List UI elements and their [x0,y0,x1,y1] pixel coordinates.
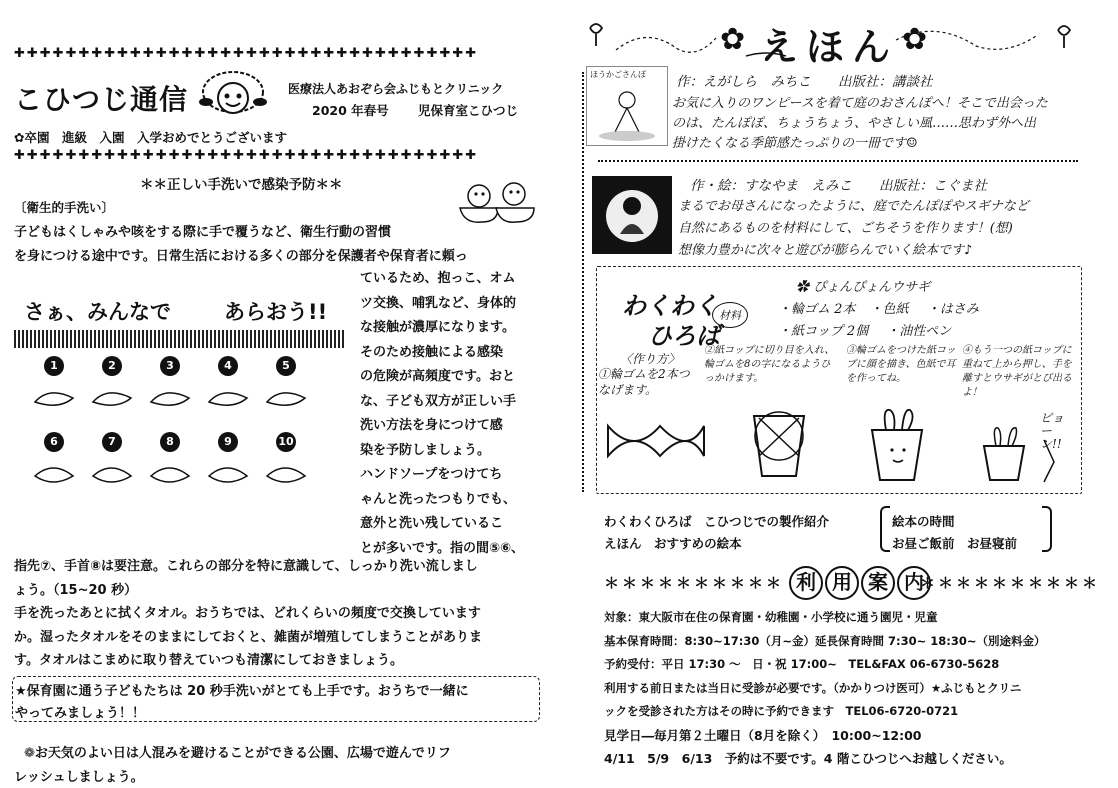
materials-list [778,298,979,317]
chicks-illustration-icon [454,178,540,226]
paragraph-line: のは、たんぽぽ、ちょうちょう、やさしい風……思わず外へ出 [672,116,1037,131]
bracket-right [1042,506,1052,552]
paragraph-line: 洗い方法を身につけて感 [360,418,503,433]
tip-line: レッシュしましょう。 [14,770,144,785]
pyon-label: ピョーン!! [1040,411,1065,451]
flower-icon: ✿ [14,130,25,145]
clover-icon: ✿ [902,22,928,57]
paragraph-line: 手を洗ったあとに拭くタオル。おうちでは、どれくらいの頻度で交換しています [14,606,481,621]
full-width-paragraph [14,555,549,673]
sheep-mascot-icon [198,68,268,124]
info-left-2: えほん おすすめの絵本 [604,536,742,551]
paragraph-line: ゃんと洗ったつもりでも、 [360,491,517,507]
craft-illustrations [604,406,1074,486]
decorative-cross-border-bottom: ✚✚✚✚✚✚✚✚✚✚✚✚✚✚✚✚✚✚✚✚✚✚✚✚✚✚✚✚✚✚✚✚✚✚✚✚ [14,148,479,163]
washing-hands-icon [261,380,311,414]
rubber-band-icon [608,426,704,456]
material-item: ・色紙 [869,302,909,317]
hand-step: 6 [28,430,80,494]
paragraph-line: 自然にあるものを材料にして、ごちそうを作ります！(想) [678,221,1013,236]
craft-project-name: ✿ ぴょんぴょんウサギ [796,280,931,295]
box-line: やってみましょう！！ [15,706,146,721]
howto-label: 〈作り方〉 [620,352,681,366]
decorative-cross-border-top: ✚✚✚✚✚✚✚✚✚✚✚✚✚✚✚✚✚✚✚✚✚✚✚✚✚✚✚✚✚✚✚✚✚✚✚✚ [14,46,479,61]
box-line: ★保育園に通う子どもたちは 20 秒手洗いがとても上手です。おうちで一緒に [15,684,469,699]
washing-hands-icon [145,380,195,414]
step-4: ④もう一つの紙コップに重ねて上から押し、手を離すとウサギがとび出るよ！ [962,345,1072,398]
divider [598,160,1078,162]
hand-step: 8 [144,430,196,494]
paragraph-line: か。湿ったタオルをそのままにしておくと、雑菌が増殖してしまうことがありま [14,629,483,645]
paragraph-line: とが多いです。指の間⑤⑥、 [360,540,524,556]
hand-step: 5 [260,354,312,418]
hand-step: 10 [260,430,312,494]
info-right-2: お昼ご飯前 お昼寝前 [892,536,1018,551]
craft-title: わくわく [622,291,718,320]
stars-left: ＊＊＊＊＊＊＊＊＊＊ [604,574,785,592]
paragraph-line: 指先⑦、手首⑧は要注意。これらの部分を特に意識して、しっかり洗い流しまし [14,559,478,574]
washing-hands-icon [29,456,79,490]
washing-hands-icon [87,380,137,414]
paragraph-line: な、子ども双方が正しい手 [360,393,517,409]
paragraph-line: 掛けたくなる季節感たっぷりの一冊です☺ [672,136,918,151]
paragraph-line: お気に入りのワンピースを着て庭のおさんぽへ！そこで出会った [672,96,1048,111]
article-headline: ＊＊正しい手洗いで感染予防＊＊ [140,177,343,193]
girl-illustration-icon [587,82,667,142]
guide-heading [788,566,932,600]
clinic-name: 医療法人あおぞら会ふじもとクリニック [288,82,504,96]
guide-char: 用 [825,566,859,600]
book2-meta: 作・絵：すなやま えみこ 出版社：こぐま社 [690,178,987,194]
paragraph-line: 想像力豊かに次々と遊びが膨らんでいく絵本です♪ [678,243,973,258]
paragraph-line: ょう。（15~20 秒） [14,582,138,598]
ehon-left-border [582,72,584,492]
paragraph-line: な接触が濃厚になります。 [360,320,515,335]
step-3: ③輪ゴムをつけた紙コップに顔を描き、色紙で耳を作ってね。 [846,345,956,384]
nursery-name: 児保育室こひつじ [418,103,519,118]
book-cover-title: ほうかごさんぽ [590,70,646,79]
info-right-1: 絵本の時間 [892,514,955,529]
guide-char: 利 [789,566,823,600]
hand-step: 1 [28,354,80,418]
highlight-box [12,676,540,722]
side-column-text [360,267,550,561]
paragraph-line: 意外と洗い残しているこ [360,516,504,531]
hand-step: 7 [86,430,138,494]
paragraph-line: ているため、抱っこ、オム [360,271,516,286]
paragraph-line: まるでお母さんになったように、庭でたんぽぽやスギナなど [678,199,1029,214]
washing-hands-icon [29,380,79,414]
guide-line: 見学日―毎月第２土曜日（8月を除く） 10:00~12:00 [604,727,922,743]
poster-steps-bottom [28,430,312,494]
paragraph-line: そのため接触による感染 [360,344,504,360]
book2-description [678,196,1029,262]
material-item: ・輪ゴム 2本 [778,302,856,317]
paper-cup-icon [754,412,804,476]
guide-line: 基本保育時間：8:30~17:30（月~金）延長保育時間 7:30~ 18:30~（別途料金） [604,633,1046,648]
rabbit-cup-icon [872,410,922,480]
child-illustration-icon [592,176,672,254]
handwashing-poster [14,290,344,520]
paragraph-line: ツ交換、哺乳など、身体的 [360,295,517,311]
guide-char: 内 [897,566,931,600]
step-2: ②紙コップに切り目を入れ、輪ゴムを8の字になるようひっかけます。 [704,345,835,384]
washing-hands-icon [203,380,253,414]
paragraph-line: ハンドソープをつけてち [360,467,503,482]
guide-line: 予約受付：平日 17:30 ～ 日・祝 17:00~ TEL&FAX 06-6730-5628 [604,657,1000,671]
washing-hands-icon [87,456,137,490]
paragraph-line: の危険が高頻度です。おと [360,369,515,384]
paragraph-line: 染を予防しましょう。 [360,442,491,458]
info-left-1: わくわくひろば こひつじでの製作紹介 [604,514,830,529]
paragraph-line: 子どもはくしゃみや咳をする際に手で覆うなど、衛生行動の習慣 [14,225,392,240]
clover-icon: ✿ [720,22,746,57]
book-cover-2 [592,176,672,254]
stars-right: ＊＊＊＊＊＊＊＊＊＊ [920,574,1101,592]
step-1: ①輪ゴムを2本つなげます。 [598,367,690,397]
paragraph-line: す。タオルはこまめに取り替えていつも清潔にしておきましょう。 [14,653,403,668]
hand-step: 4 [202,354,254,418]
sun-icon: ❁ [24,746,35,761]
poster-steps-top [28,354,312,418]
material-item: ・油性ペン [886,324,952,339]
guide-char: 案 [861,566,895,600]
book1-meta: 作：えがしら みちこ 出版社：講談社 [676,74,933,90]
materials-list-2 [778,320,951,339]
craft-title-2: ひろば [648,321,720,350]
hand-step: 3 [144,354,196,418]
guide-line: 4/11 5/9 6/13 予約は不要です。4 階こひつじへお越しください。 [604,751,1012,766]
guide-line: 対象：東大阪市在住の保育園・幼稚園・小学校に通う園児・児童 [604,610,938,624]
bracket-left [880,506,890,552]
guide-line: ックを受診された方はその時に予約できます TEL06-6720-0721 [604,704,959,718]
hand-step: 9 [202,430,254,494]
newsletter-title: こひつじ通信 [14,83,189,116]
materials-badge: 材料 [712,302,748,328]
paragraph-line: を身につける途中です。日常生活における多くの部分を保護者や保育者に頼っ [14,249,468,264]
poster-title-2: あらおう!! [224,300,328,324]
ehon-title: えほん [760,25,899,69]
guide-line: 利用する前日または当日に受診が必要です。（かかりつけ医可）★ふじもとクリニ [604,680,1022,695]
book-cover-1 [586,66,668,146]
washing-hands-icon [203,456,253,490]
issue-label: 2020 年春号 [312,103,389,118]
washing-hands-icon [145,456,195,490]
material-item: ・紙コップ 2個 [778,324,869,339]
tip-line: ❁お天気のよい日は人混みを避けることができる公園、広場で遊んでリフ [24,746,451,761]
section-label: 〔衛生的手洗い〕 [14,200,115,215]
book1-description [672,94,1048,154]
poster-band [14,330,344,348]
poster-title: さぁ、みんなで [24,300,171,324]
material-item: ・はさみ [926,302,979,317]
congrats-line: ✿卒園 進級 入園 入学おめでとうございます [14,130,287,145]
flower-icon: ✿ [796,280,810,295]
guide-details [604,606,1114,771]
washing-hands-icon [261,456,311,490]
hand-step: 2 [86,354,138,418]
